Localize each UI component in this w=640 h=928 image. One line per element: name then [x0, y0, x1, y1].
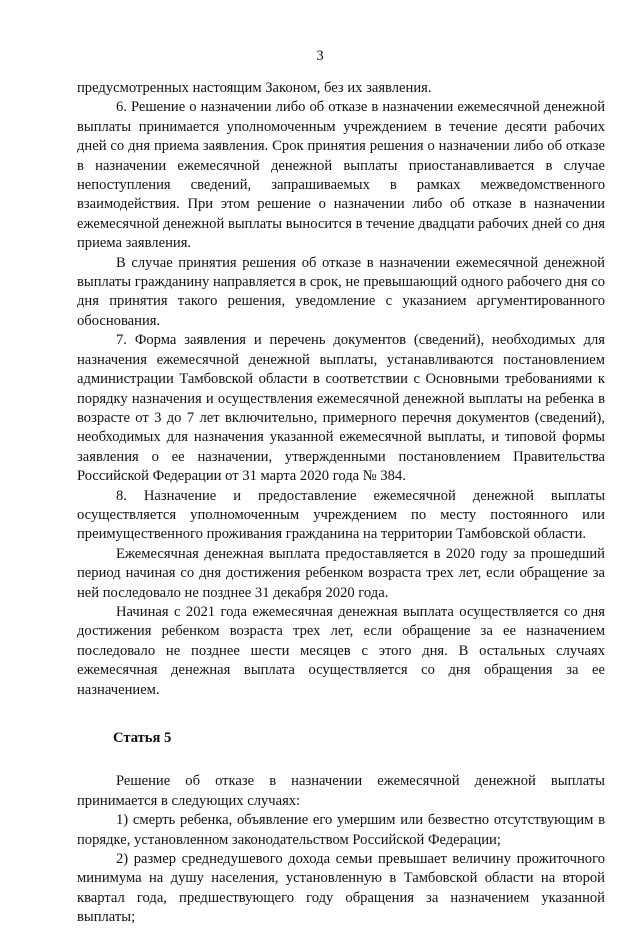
document-body [77, 79, 605, 928]
paragraph-item-8: 8. Назначение и предоставление ежемесячной денежной выплаты осуществляется уполномоченным учреждением по месту постоянного или преимущественного проживания гражданина на территории Тамбовской области. [77, 487, 605, 543]
article-item-1: 1) смерть ребенка, объявление его умершим или безвестно отсутствующим в порядке, установленном законодательством Российской Федерации; [77, 812, 605, 848]
paragraph-item-6: 6. Решение о назначении либо об отказе в назначении ежемесячной денежной выплаты принимается уполномоченным учреждением в течение десяти рабочих дней со дня приема заявления. Срок принятия решения о назначении либо об отказе в назначении ежемесячной денежной выплаты приостанавливается в случае непоступления сведений, запрашиваемых в рамках межведомственного взаимодействия. При этом решение о назначении либо об отказе в назначении ежемесячной денежной выплаты выносится в течение двадцати рабочих дней со дня приема заявления. [77, 99, 605, 252]
article-intro: Решение об отказе в назначении ежемесячной денежной выплаты принимается в следующих случаях: [77, 773, 605, 809]
paragraph-2021-payment: Начиная с 2021 года ежемесячная денежная выплата осуществляется со дня достижения ребенком возраста трех лет, если обращение за ее назначением последовало не позднее шести месяцев с этого дня. В остальных случаях ежемесячная денежная выплата осуществляется со дня обращения за ее назначением. [77, 603, 605, 698]
page-number: 3 [316, 48, 324, 64]
paragraph-continuation: предусмотренных настоящим Законом, без их заявления. [77, 80, 432, 96]
paragraph-2020-payment: Ежемесячная денежная выплата предоставляется в 2020 году за прошедший период начиная со дня достижения ребенком возраста трех лет, если обращение за ней последовало не позднее 31 декабря 2020 года. [77, 545, 605, 601]
paragraph-refusal-notice: В случае принятия решения об отказе в назначении ежемесячной денежной выплаты гражданину направляется в срок, не превышающий одного рабочего дня со дня принятия такого решения, уведомление с указанием аргументированного обоснования. [77, 254, 605, 329]
article-heading: Статья 5 [113, 730, 172, 746]
article-item-2: 2) размер среднедушевого дохода семьи превышает величину прожиточного минимума на душу населения, установленную в Тамбовской области на второй квартал года, предшествующего году обращения за назначением указанной выплаты; [77, 851, 605, 926]
paragraph-item-7: 7. Форма заявления и перечень документов (сведений), необходимых для назначения ежемесячной денежной выплаты, устанавливаются постановлением администрации Тамбовской области в соответствии с Основными требованиями к порядку назначения и осуществления ежемесячной денежной выплаты на ребенка в возрасте от 3 до 7 лет включительно, примерного перечня документов (сведений), необходимых для назначения указанной ежемесячной выплаты, и типовой формы заявления о ее назначении, утвержденными постановлением Правительства Российской Федерации от 31 марта 2020 года № 384. [77, 332, 605, 485]
